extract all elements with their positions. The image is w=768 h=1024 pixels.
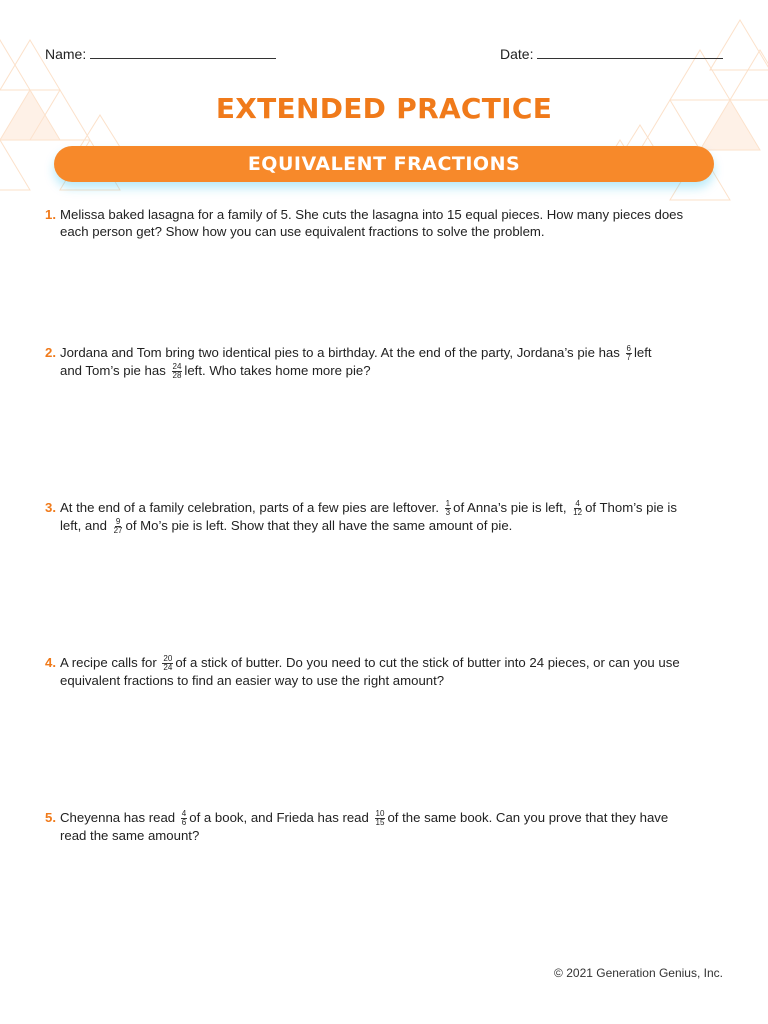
fraction-numerator: 20	[163, 654, 173, 664]
fraction-denominator: 3	[445, 508, 451, 518]
question-number: 2.	[45, 345, 56, 360]
question-text: left. Who takes home more pie?	[184, 363, 371, 379]
question-text: of a stick of butter. Do you need to cut the stick of butter into 24 pieces, or can you use	[175, 655, 680, 670]
name-field[interactable]	[45, 46, 276, 62]
fraction-numerator: 4	[181, 809, 187, 819]
topic-banner	[54, 146, 714, 182]
name-blank-line[interactable]	[90, 46, 276, 59]
question-2	[45, 344, 725, 380]
fraction	[626, 345, 632, 362]
question-text: of Mo’s pie is left. Show that they all have the same amount of pie.	[125, 518, 513, 534]
question-text: At the end of a family celebration, parts of a few pies are leftover.	[60, 500, 439, 515]
question-number: 5.	[45, 810, 56, 825]
question-text: equivalent fractions to find an easier way to use the right amount?	[60, 673, 445, 689]
fraction	[375, 810, 386, 827]
question-text: Jordana and Tom bring two identical pies to a birthday. At the end of the party, Jordana’s pie has	[60, 345, 620, 360]
fraction-numerator: 24	[172, 362, 182, 372]
fraction-denominator: 12	[573, 508, 583, 518]
question-4	[45, 654, 725, 689]
question-text-line-2	[45, 362, 725, 380]
question-number: 3.	[45, 500, 56, 515]
fraction	[113, 518, 124, 535]
fraction	[181, 810, 187, 827]
fraction-numerator: 1	[445, 499, 451, 509]
fraction-numerator: 9	[115, 517, 121, 527]
fraction-denominator: 7	[626, 353, 631, 363]
fraction-numerator: 10	[375, 809, 385, 819]
question-text: of Anna’s pie is left,	[453, 500, 567, 515]
fraction-denominator: 28	[172, 371, 182, 381]
fraction	[172, 363, 183, 380]
date-field[interactable]	[500, 46, 723, 62]
question-text: and Tom’s pie has	[60, 363, 166, 379]
question-1	[45, 206, 725, 240]
question-text: left, and	[60, 518, 107, 534]
fraction-denominator: 27	[113, 526, 123, 536]
question-3	[45, 499, 725, 535]
question-text: of Thom’s pie is	[585, 500, 677, 515]
page-title: EXTENDED PRACTICE	[215, 92, 553, 125]
question-text: of a book, and Frieda has read	[189, 810, 369, 825]
question-text-line-2	[45, 517, 725, 535]
date-label: Date:	[500, 46, 534, 62]
fraction-numerator: 4	[575, 499, 580, 509]
name-label: Name:	[45, 46, 87, 62]
question-number: 1.	[45, 207, 56, 222]
fraction	[572, 500, 583, 517]
fraction-denominator: 15	[375, 818, 385, 828]
fraction-denominator: 6	[181, 818, 187, 828]
fraction-numerator: 6	[626, 344, 631, 354]
question-text: each person get? Show how you can use equivalent fractions to solve the problem.	[60, 224, 545, 239]
question-number: 4.	[45, 655, 56, 670]
fraction	[445, 500, 451, 517]
question-text: Melissa baked lasagna for a family of 5. She cuts the lasagna into 15 equal pieces. How many pieces does	[60, 207, 684, 222]
question-text: Cheyenna has read	[60, 810, 176, 825]
question-text: left	[633, 345, 652, 360]
question-5	[45, 809, 725, 844]
fraction-denominator: 24	[163, 663, 173, 673]
question-text: read the same amount?	[60, 828, 200, 844]
question-text: A recipe calls for	[60, 655, 157, 670]
date-blank-line[interactable]	[537, 46, 723, 59]
question-text: of the same book. Can you prove that they have	[387, 810, 669, 825]
topic-banner-label: EQUIVALENT FRACTIONS	[247, 153, 521, 175]
fraction	[162, 655, 173, 672]
copyright-footer: © 2021 Generation Genius, Inc.	[554, 966, 723, 980]
